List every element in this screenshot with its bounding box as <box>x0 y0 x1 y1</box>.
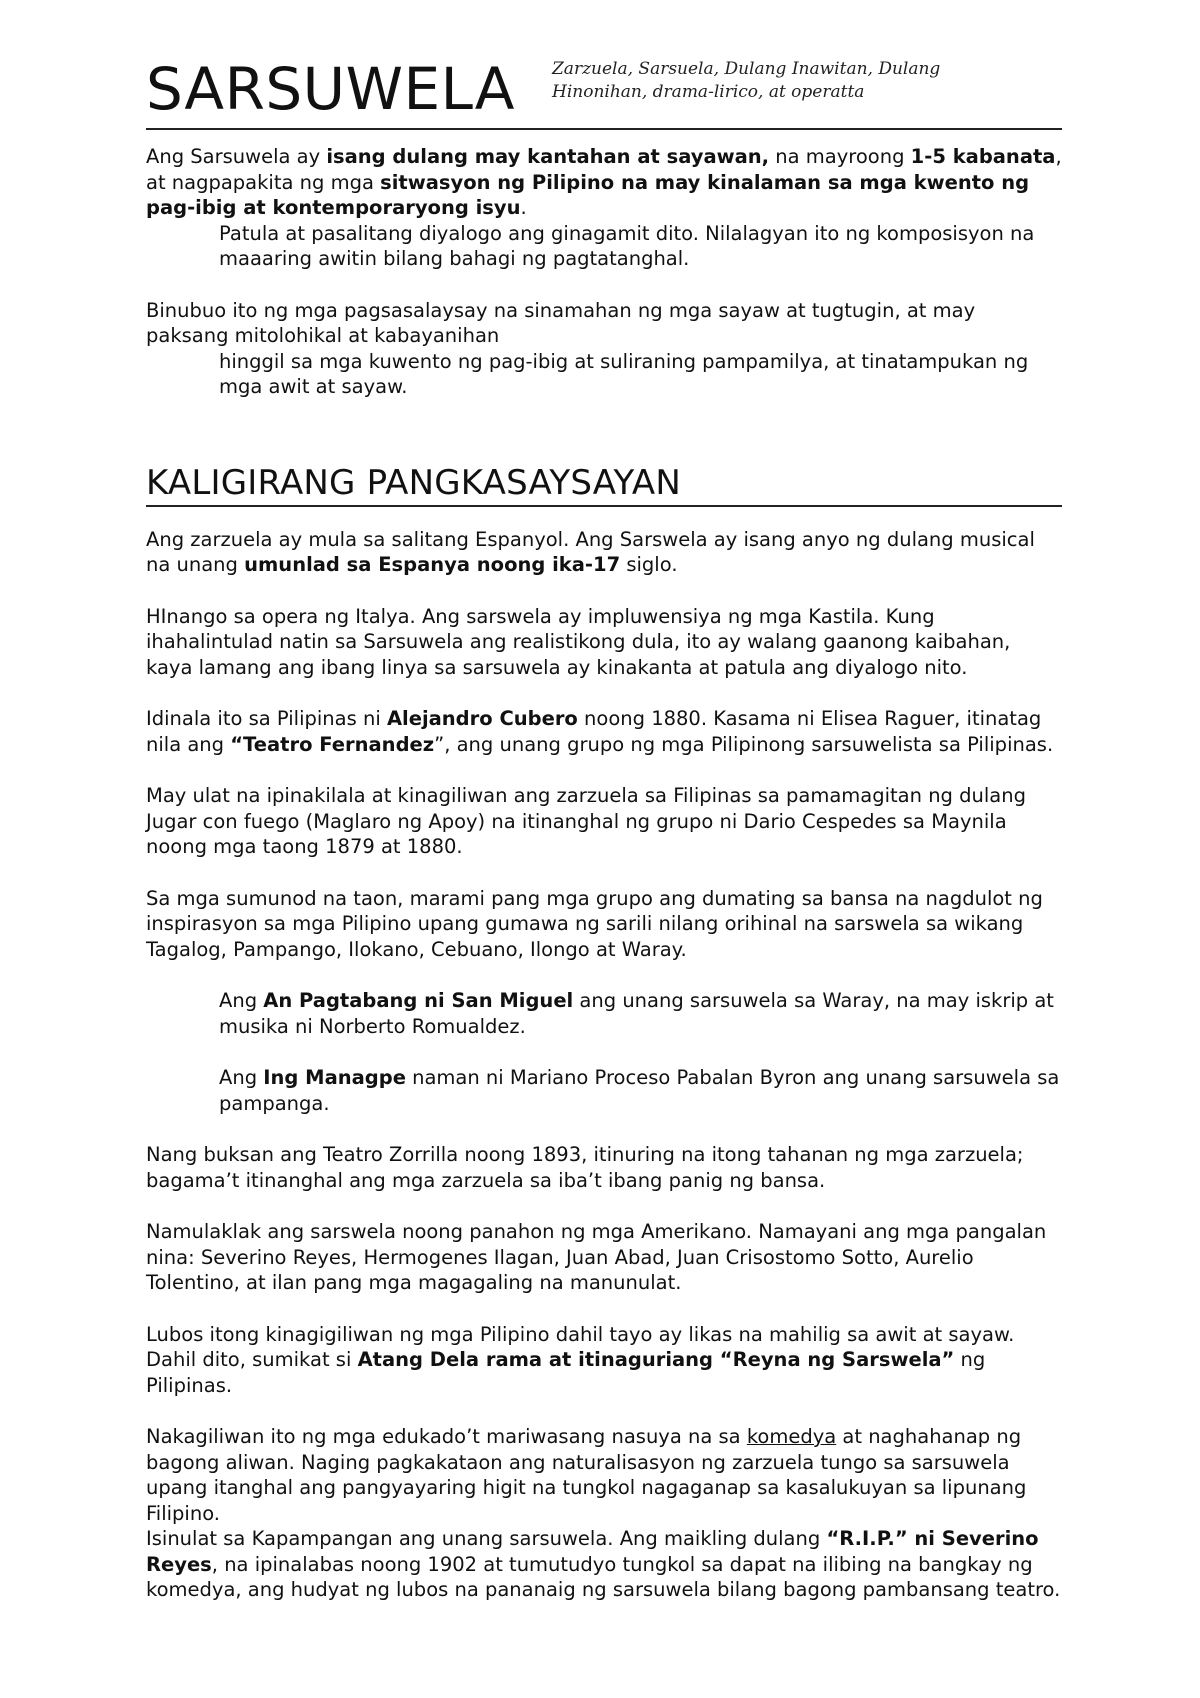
page-subtitle: Zarzuela, Sarsuela, Dulang Inawitan, Dulang Hinonihan, drama-lirico, at operatta <box>552 59 941 102</box>
intro-indented-paragraph-2: hinggil sa mga kuwento ng pag-ibig at suliraning pampamilya, at tinatampukan ng mga awit at sayaw. <box>219 349 1029 398</box>
bold-run: An Pagtabang ni San Miguel <box>263 989 574 1012</box>
history-indented-paragraph-2 <box>146 1065 1062 1116</box>
section-divider <box>146 505 1062 507</box>
intro-paragraph-2: Binubuo ito ng mga pagsasalaysay na sinamahan ng mga sayaw at tugtugin, at may paksang mitolohikal at kabayanihan <box>146 298 976 347</box>
text-run: noong 1880. Kasama ni Elisea Raguer, itinatag nila ang <box>146 707 1042 756</box>
history-paragraph-3 <box>146 706 1062 757</box>
history-paragraph-2: HInango sa opera ng Italya. Ang sarswela ay impluwensiya ng mga Kastila. Kung ihahalintulad natin sa Sarsuwela ang realistikong dula, ito ay walang gaanong kaibahan, kaya lamang ang ibang linya sa sarsuwela ay kinakanta at patula ang diyalogo nito. <box>146 604 1011 679</box>
text-run: naman ni Mariano Proceso Pabalan Byron ang unang sarsuwela sa pampanga. <box>219 1066 1060 1115</box>
history-paragraph-8 <box>146 1322 1062 1399</box>
underlined-run: komedya <box>746 1425 837 1448</box>
title-row <box>146 56 1062 122</box>
text-run: Ang Sarsuwela ay <box>146 145 327 168</box>
text-run: . <box>520 196 527 219</box>
text-run: Nakagiliwan ito ng mga edukado’t mariwasang nasuya na sa <box>146 1425 747 1448</box>
text-run: Isinulat sa Kapampangan ang unang sarsuwela. Ang maikling dulang <box>146 1527 827 1550</box>
bold-run: isang dulang may kantahan at sayawan, <box>326 145 770 168</box>
intro-paragraph-1 <box>146 144 1062 221</box>
history-paragraph-6: Nang buksan ang Teatro Zorrilla noong 1893, itinuring na itong tahanan ng mga zarzuela; bagama’t itinanghal ang mga zarzuela sa iba’t ibang panig ng bansa. <box>146 1143 1024 1192</box>
text-run: na mayroong <box>769 145 911 168</box>
bold-run: 1-5 kabanata <box>910 145 1056 168</box>
text-run: siglo. <box>620 553 678 576</box>
history-paragraph-7: Namulaklak ang sarswela noong panahon ng mga Amerikano. Namayani ang mga pangalan nina: Severino Reyes, Hermogenes Ilagan, Juan Abad, Juan Crisostomo Sotto, Aurelio Tolentino, at ilan pang mga magagaling na manunulat. <box>146 1220 1047 1294</box>
history-paragraph-5: Sa mga sumunod na taon, marami pang mga grupo ang dumating sa bansa na nagdulot ng inspirasyon sa mga Pilipino upang gumawa ng sarili nilang orihinal na sarswela sa wikang Tagalog, Pampango, Ilokano, Cebuano, Ilongo at Waray. <box>146 886 1043 961</box>
document-page <box>146 56 1062 1603</box>
bold-run: “R.I.P.” ni Severino Reyes <box>146 1527 1039 1576</box>
intro-indented-paragraph-1: Patula at pasalitang diyalogo ang ginagamit dito. Nilalagyan ito ng komposisyon na maaaring awitin bilang bahagi ng pagtatanghal. <box>219 221 1035 270</box>
text-run: Ang <box>219 989 264 1012</box>
page-title: SARSUWELA <box>146 55 515 123</box>
title-divider <box>146 128 1062 130</box>
text-run: Idinala ito sa Pilipinas ni <box>146 707 387 730</box>
bold-run: sitwasyon ng Pilipino na may kinalaman sa mga kwento ng pag-ibig at kontemporaryong isyu <box>146 170 1030 219</box>
bold-run: umunlad sa Espanya noong ika-17 <box>244 553 621 576</box>
bold-run: “Teatro Fernandez <box>230 732 435 756</box>
text-run: , at nagpapakita ng mga <box>146 145 1062 194</box>
history-paragraph-1 <box>146 527 1062 578</box>
text-run: ang unang sarsuwela sa Waray, na may iskrip at musika ni Norberto Romualdez. <box>219 989 1054 1038</box>
text-run: at naghahanap ng bagong aliwan. Naging pagkakataon ang naturalisasyon ng zarzuela tungo sa sarsuwela upang itanghal ang pangyayaring higit na tungkol nagaganap sa kasalukuyan sa lipunang Filipino. <box>146 1425 1027 1525</box>
text-run: , na ipinalabas noong 1902 at tumutudyo tungkol sa dapat na ilibing na bangkay ng komedya, ang hudyat ng lubos na pananaig ng sarsuwela bilang bagong pambansang teatro. <box>146 1552 1061 1601</box>
bold-run: Ing Managpe <box>263 1066 406 1089</box>
text-run: Ang zarzuela ay mula sa salitang Espanyol. Ang Sarswela ay isang anyo ng dulang musical na unang <box>146 527 1035 576</box>
history-paragraph-9 <box>146 1424 1062 1526</box>
section-heading: KALIGIRANG PANGKASAYSAYAN <box>146 462 681 503</box>
text-run: Lubos itong kinagigiliwan ng mga Pilipino dahil tayo ay likas na mahilig sa awit at sayaw. Dahil dito, sumikat si <box>146 1322 1015 1371</box>
text-run: Ang <box>219 1066 264 1089</box>
history-paragraph-4: May ulat na ipinakilala at kinagiliwan ang zarzuela sa Filipinas sa pamamagitan ng dulang Jugar con fuego (Maglaro ng Apoy) na itinanghal ng grupo ni Dario Cespedes sa Maynila noong mga taong 1879 at 1880. <box>146 784 1026 858</box>
history-paragraph-10 <box>146 1526 1062 1603</box>
history-indented-paragraph-1 <box>146 988 1062 1039</box>
text-run: ”, ang unang grupo ng mga Pilipinong sarsuwelista sa Pilipinas. <box>434 732 1054 756</box>
bold-run: Alejandro Cubero <box>386 707 578 730</box>
bold-run: Atang Dela rama at itinaguriang “Reyna ng Sarswela” <box>357 1348 955 1371</box>
text-run: ng Pilipinas. <box>146 1348 986 1397</box>
